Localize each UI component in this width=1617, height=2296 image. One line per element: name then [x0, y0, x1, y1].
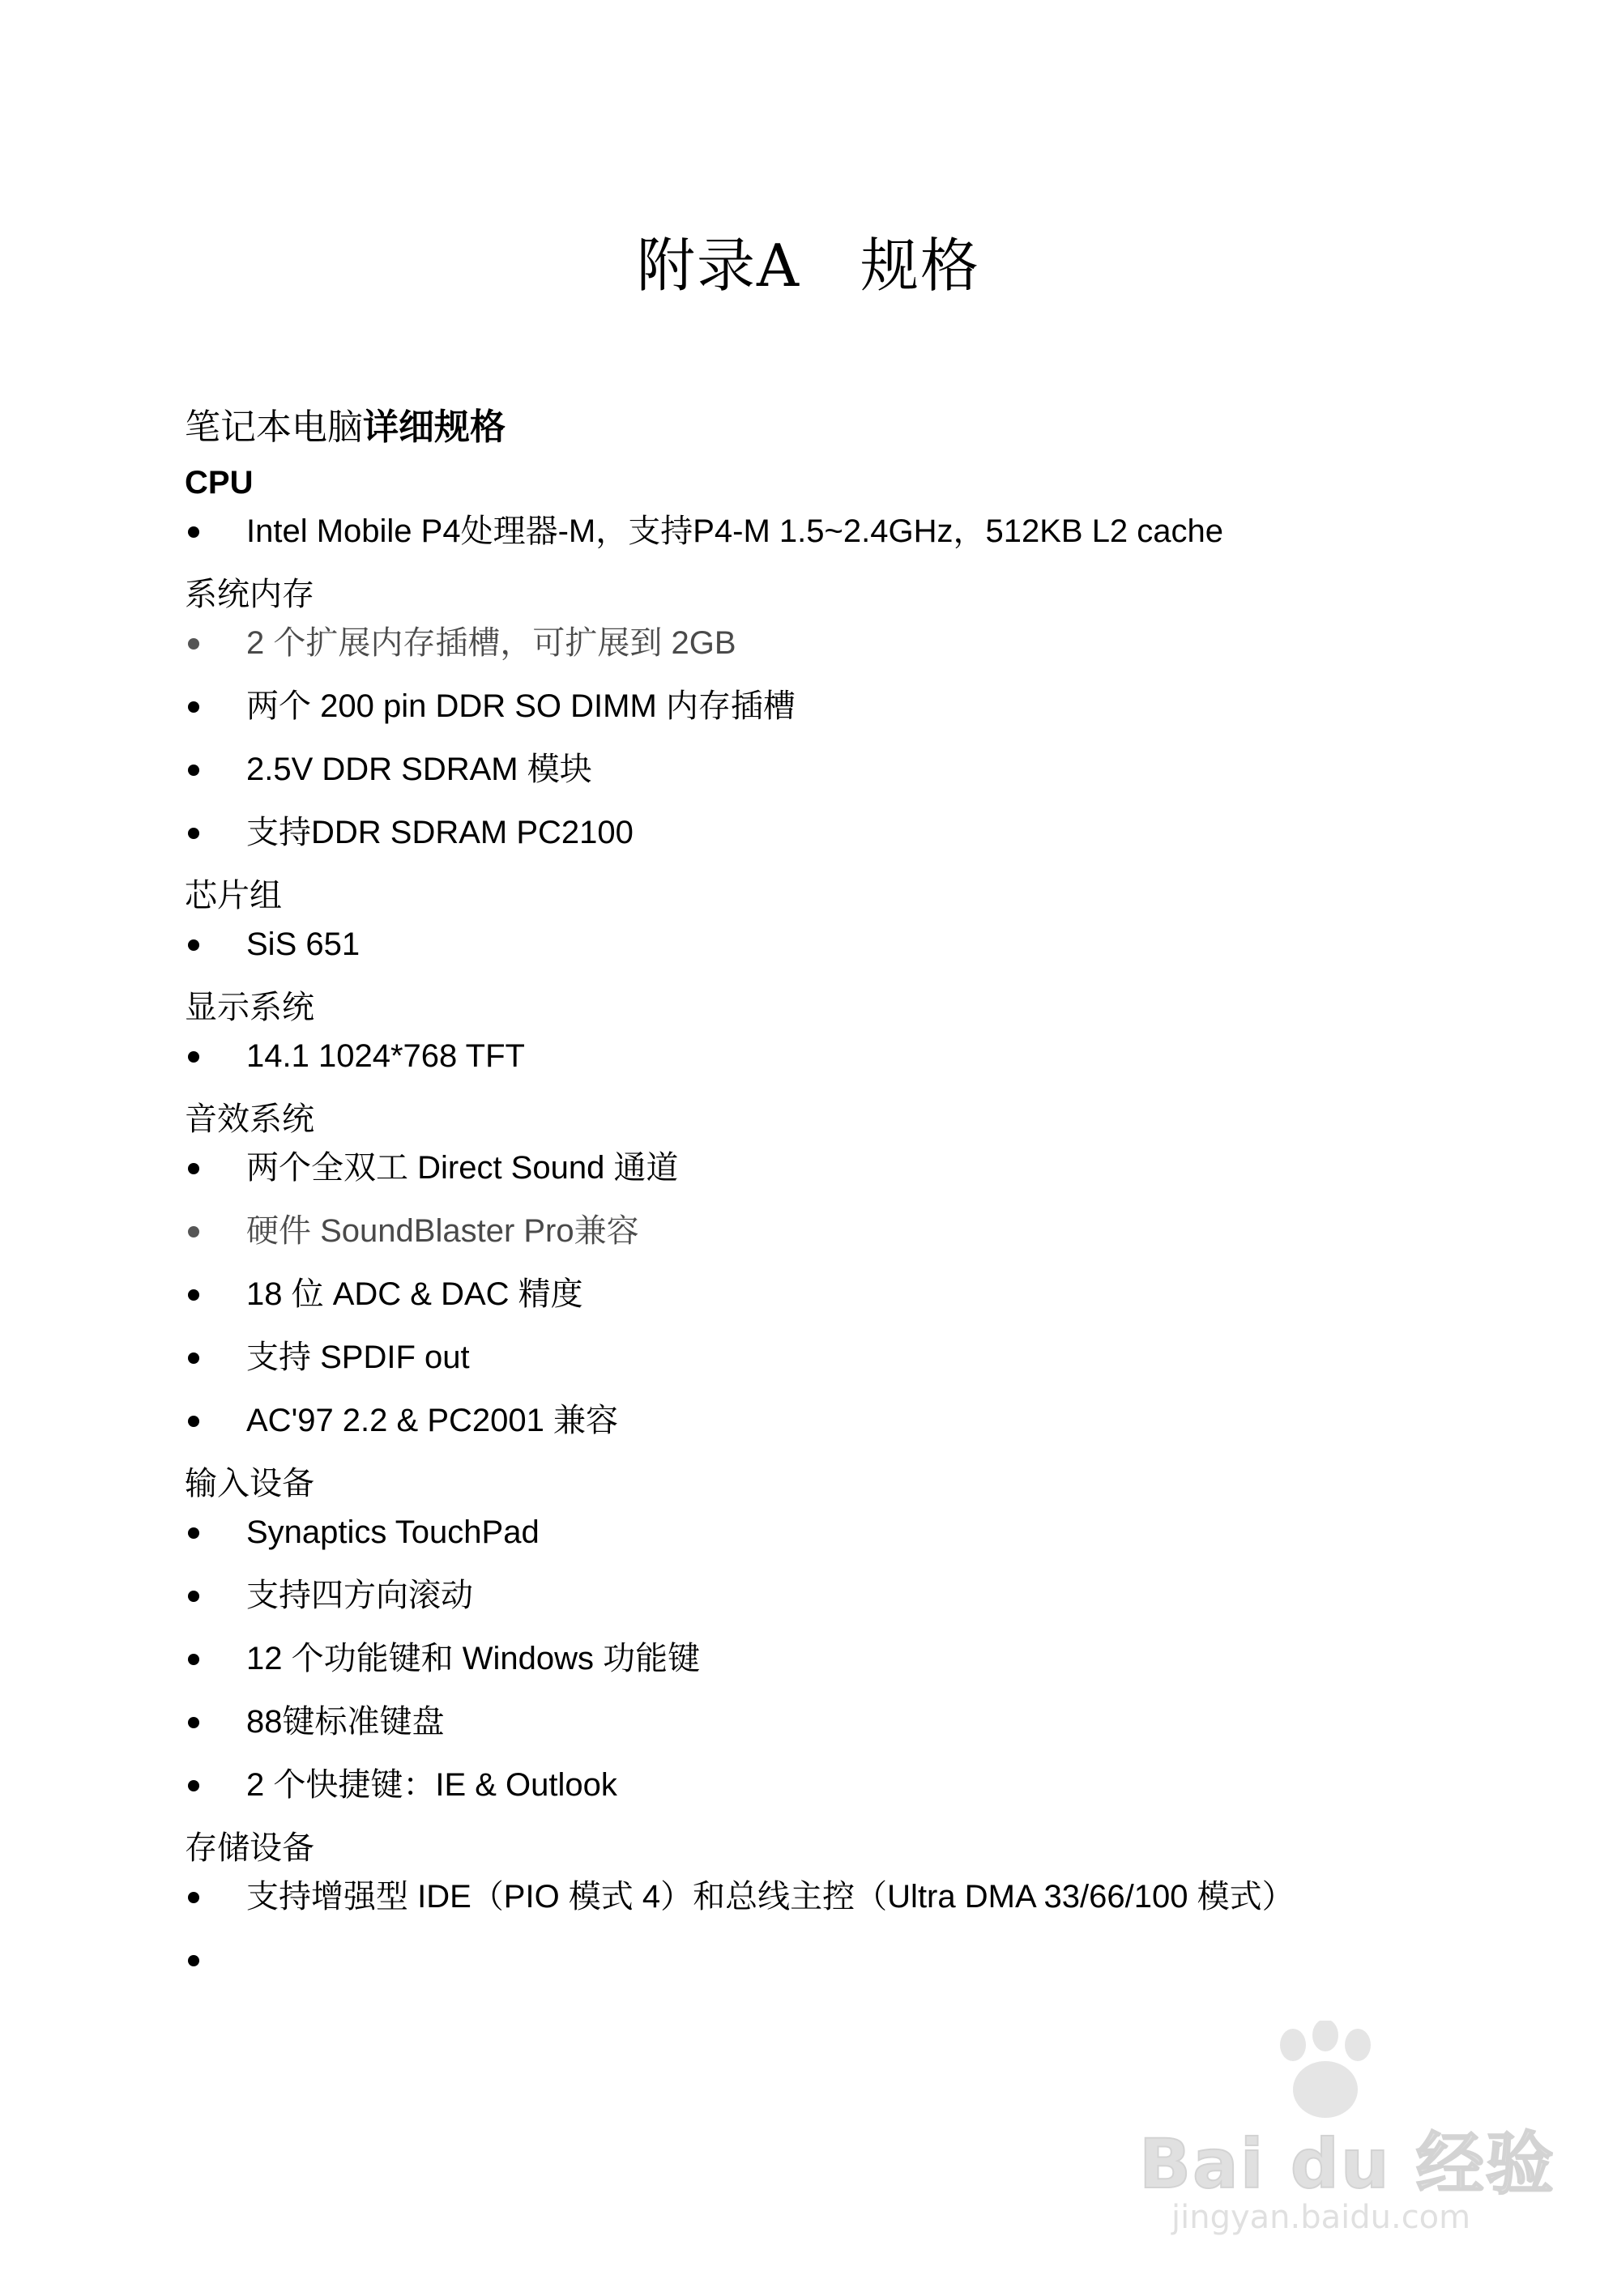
spec-content	[185, 398, 1562, 1936]
bullet-icon	[188, 1780, 199, 1791]
list-item: 支持 SPDIF out	[185, 1333, 1562, 1382]
group-display	[185, 983, 1562, 1080]
bullet-icon	[188, 828, 199, 839]
bullet-icon	[188, 1717, 199, 1728]
bullet-icon	[188, 1051, 199, 1063]
section-title	[185, 398, 1562, 457]
list-item: SiS 651	[185, 920, 1562, 969]
bullet-icon	[188, 1352, 199, 1364]
page-title: 附录A 规格	[637, 232, 980, 300]
watermark	[1139, 2013, 1560, 2239]
list-item: 支持四方向滚动	[185, 1571, 1562, 1620]
list-item: 支持DDR SDRAM PC2100	[185, 808, 1562, 857]
bullet-icon	[188, 939, 199, 951]
group-heading: 芯片组	[185, 877, 282, 914]
group-memory	[185, 570, 1562, 857]
bullet-icon	[188, 1416, 199, 1427]
bullet-icon	[188, 1289, 199, 1301]
section-title-bold: 详细规格	[363, 407, 506, 448]
list-item: 硬件 SoundBlaster Pro兼容	[185, 1207, 1562, 1255]
bullet-icon	[188, 1654, 199, 1665]
list-item: 2.5V DDR SDRAM 模块	[185, 745, 1562, 794]
bullet-icon	[188, 1892, 199, 1903]
bullet-icon	[188, 701, 199, 713]
group-heading: CPU	[185, 465, 254, 501]
bullet-icon	[188, 638, 199, 650]
bullet-icon	[188, 1527, 199, 1539]
list-item: 14.1 1024*768 TFT	[185, 1032, 1562, 1080]
group-audio	[185, 1095, 1562, 1445]
bullet-icon	[188, 1163, 199, 1174]
group-heading: 输入设备	[185, 1465, 314, 1502]
section-title-normal: 笔记本电脑	[185, 407, 363, 448]
group-cpu	[185, 458, 1562, 556]
group-input	[185, 1459, 1562, 1809]
list-item: 2 个快捷键：IE & Outlook	[185, 1761, 1562, 1809]
list-item: 12 个功能键和 Windows 功能键	[185, 1634, 1562, 1683]
group-chipset	[185, 871, 1562, 969]
group-heading: 显示系统	[185, 989, 314, 1026]
list-item: 两个全双工 Direct Sound 通道	[185, 1144, 1562, 1192]
bullet-icon	[188, 1591, 199, 1602]
list-item: Synaptics TouchPad	[185, 1508, 1562, 1557]
bullet-icon	[188, 526, 199, 538]
group-heading: 系统内存	[185, 576, 314, 613]
watermark-brand: Bai du 经验	[1139, 2124, 1555, 2204]
group-heading: 存储设备	[185, 1830, 314, 1867]
list-item: Intel Mobile P4处理器-M，支持P4-M 1.5~2.4GHz，512KB L2 cache	[185, 507, 1562, 556]
list-item: 18 位 ADC & DAC 精度	[185, 1270, 1562, 1318]
list-item: 两个 200 pin DDR SO DIMM 内存插槽	[185, 682, 1562, 731]
list-item: AC'97 2.2 & PC2001 兼容	[185, 1396, 1562, 1445]
group-storage	[185, 1824, 1562, 1921]
list-item: 支持增强型 IDE（PIO 模式 4）和总线主控（Ultra DMA 33/66/100 模式）	[185, 1872, 1562, 1921]
watermark-url: jingyan.baidu.com	[1171, 2199, 1471, 2236]
group-heading: 音效系统	[185, 1101, 314, 1138]
list-item: 2 个扩展内存插槽，可扩展到 2GB	[185, 619, 1562, 667]
bullet-icon	[188, 1226, 199, 1237]
list-item: 88键标准键盘	[185, 1698, 1562, 1746]
bullet-icon	[188, 1955, 199, 1966]
bullet-icon	[188, 765, 199, 776]
